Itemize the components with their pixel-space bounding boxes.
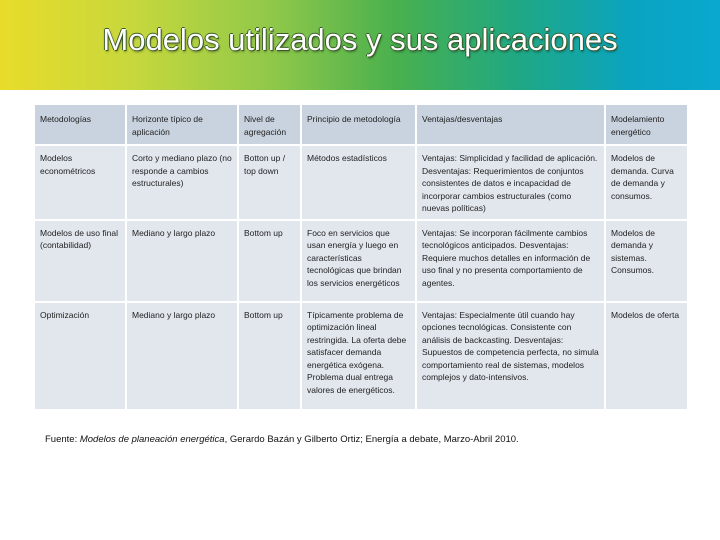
header-cell: Principio de metodología — [301, 104, 416, 145]
methodology-table — [33, 103, 689, 411]
table-cell: Métodos estadísticos — [301, 145, 416, 220]
table-header-row — [34, 104, 688, 145]
table-cell: Ventajas: Simplicidad y facilidad de aplicación. Desventajas: Requerimientos de conjuntos consistentes de datos e incapacidad de incorporar cambios estructurales (como nuevas políticas) — [416, 145, 605, 220]
table-row — [34, 302, 688, 410]
table-cell: Foco en servicios que usan energía y luego en características tecnológicas que brindan los servicios energéticos — [301, 220, 416, 302]
header-cell: Horizonte típico de aplicación — [126, 104, 238, 145]
table-cell: Bottom up — [238, 302, 301, 410]
table-cell: Modelos de demanda. Curva de demanda y consumos. — [605, 145, 688, 220]
source-prefix: Fuente: — [45, 434, 80, 445]
table-cell: Modelos de oferta — [605, 302, 688, 410]
table-cell: Ventajas: Especialmente útil cuando hay opciones tecnológicas. Consistente con análisis de backcasting. Desventajas: Supuestos de competencia perfecta, no simula comportamiento real de sistemas, modelos complejos y dato-intensivos. — [416, 302, 605, 410]
table-cell: Corto y mediano plazo (no responde a cambios estructurales) — [126, 145, 238, 220]
table-cell: Bottom up — [238, 220, 301, 302]
table-cell: Mediano y largo plazo — [126, 302, 238, 410]
table-cell: Modelos econométricos — [34, 145, 126, 220]
source-title: Modelos de planeación energética — [79, 434, 225, 445]
table-cell: Modelos de uso final (contabilidad) — [34, 220, 126, 302]
source-details: , Gerardo Bazán y Gilberto Ortiz; Energía a debate, Marzo-Abril 2010. — [224, 434, 519, 445]
table-row — [34, 220, 688, 302]
table-cell: Típicamente problema de optimización lineal restringida. La oferta debe satisfacer demanda energética exógena. Problema dual entrega valores de energéticos. — [301, 302, 416, 410]
header-cell: Modelamiento energético — [605, 104, 688, 145]
header-cell: Metodologías — [34, 104, 126, 145]
source-citation — [45, 434, 519, 445]
table-cell: Modelos de demanda y sistemas. Consumos. — [605, 220, 688, 302]
table-cell: Ventajas: Se incorporan fácilmente cambios tecnológicos anticipados. Desventajas: Requiere muchos detalles en información de uso final y no presenta comportamiento de agentes. — [416, 220, 605, 302]
header-cell: Ventajas/desventajas — [416, 104, 605, 145]
header-cell: Nivel de agregación — [238, 104, 301, 145]
table-cell: Optimización — [34, 302, 126, 410]
page-title: Modelos utilizados y sus aplicaciones — [102, 22, 618, 57]
table-cell: Botton up / top down — [238, 145, 301, 220]
table-row — [34, 145, 688, 220]
table-cell: Mediano y largo plazo — [126, 220, 238, 302]
